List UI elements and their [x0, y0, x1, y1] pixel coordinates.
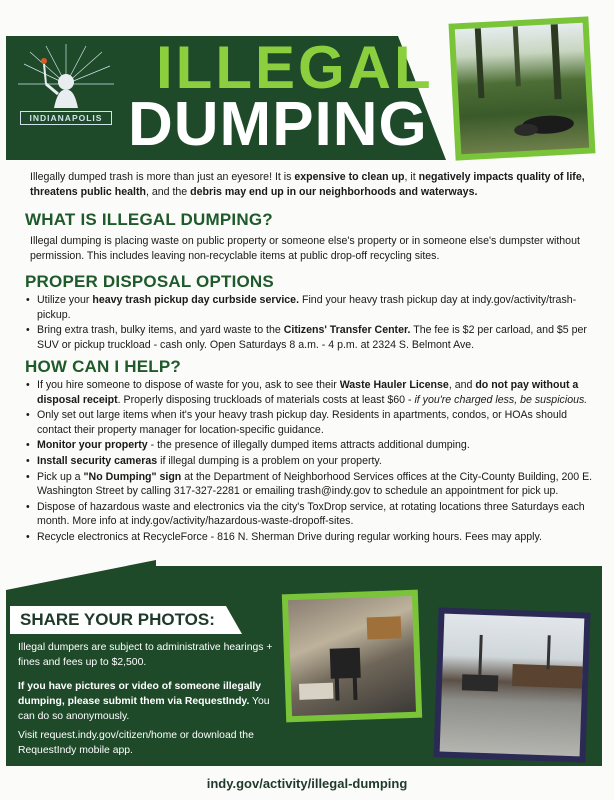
- help-item4-bold: Install security cameras: [37, 454, 158, 467]
- help-item1-text-c: , and: [448, 379, 476, 391]
- proper-item1-text-c: Find your heavy trash pickup day at indy.gov/activity/trash-pickup.: [37, 294, 577, 321]
- title-illegal: ILLEGAL: [156, 34, 434, 101]
- intro-bold-2: negatively impacts quality of life, threatens public health: [30, 171, 585, 198]
- help-item1-text-e: . Properly disposing truckloads of materials costs at least $60 -: [117, 393, 415, 406]
- help-item1-bold-d: do not pay without a disposal receipt: [37, 379, 579, 406]
- title-dumping: DUMPING: [128, 90, 428, 159]
- trees-photo-illustration: [455, 23, 589, 155]
- share-heading: SHARE YOUR PHOTOS:: [20, 610, 215, 629]
- help-item1-bold-b: Waste Hauler License: [339, 379, 449, 391]
- what-text: Illegal dumping is placing waste on public property or someone else's property or in someone else's dumpster without permission. This includes leaving non-recyclable items at public drop-off recycling sites.: [30, 235, 580, 262]
- intro-text-2: , it: [404, 171, 419, 183]
- city-label: INDIANAPOLIS: [20, 111, 112, 125]
- help-item1-italic: if you're charged less, be suspicious.: [414, 393, 588, 406]
- intro-text-3: , and the: [145, 186, 191, 198]
- share-visit-text: Visit request.indy.gov/citizen/home or download the RequestIndy mobile app.: [18, 730, 254, 756]
- help-heading: HOW CAN I HELP?: [25, 357, 181, 376]
- proper-heading: PROPER DISPOSAL OPTIONS: [25, 272, 274, 291]
- footer-url: indy.gov/activity/illegal-dumping: [206, 776, 408, 791]
- help-item5-text-a: Pick up a: [37, 470, 84, 483]
- help-item3-bold: Monitor your property: [37, 439, 148, 452]
- help-item-monitor: [26, 438, 594, 453]
- dumping-photo-lot: [433, 607, 590, 762]
- proper-item2-bold: Citizens' Transfer Center.: [283, 324, 411, 337]
- lot-photo-illustration: [440, 614, 585, 757]
- help-item-cameras: [26, 454, 594, 469]
- help-item4-text: if illegal dumping is a problem on your property.: [157, 454, 382, 467]
- proper-item2-text-a: Bring extra trash, bulky items, and yard waste to the: [37, 324, 284, 337]
- what-heading: WHAT IS ILLEGAL DUMPING?: [25, 210, 273, 229]
- help-item-toxdrop: • Dispose of hazardous waste and electronics via the city's ToxDrop service, at rotating locations three Saturdays each month. More info at indy.gov/activity/hazardous-waste-dropoff-sites.: [26, 500, 594, 529]
- intro-bold-3: debris may end up in our neighborhoods and waterways.: [190, 186, 478, 198]
- help-item-large-items: • Only set out large items when it's your heavy trash pickup day. Residents in apartments, condos, or HOAs should contact their property manager for location-specific guidance.: [26, 408, 594, 437]
- proper-item2-text-c: The fee is $2 per carload, and $5 per SUV or pickup truckload - cash only. Open Saturdays 8 a.m. - 4 p.m. at 2324 S. Belmont Ave.: [37, 324, 587, 351]
- dumping-photo-woods: [449, 16, 596, 160]
- intro-paragraph: [30, 170, 590, 200]
- help-item5-text-c: at the Department of Neighborhood Services offices at the City-County Building, 200 E. Washington Street by calling 317-327-2281 or emailing trash@indy.gov to schedule an appointment for pick up.: [37, 470, 593, 498]
- help-item-waste-hauler: [26, 378, 594, 407]
- help-item-recycleforce: • Recycle electronics at RecycleForce - 816 N. Sherman Drive during regular working hours. Fees may apply.: [26, 530, 594, 545]
- proper-item-transfer-center: [26, 323, 594, 352]
- proper-list: [26, 293, 594, 353]
- help-item-no-dumping-sign: [26, 470, 594, 499]
- share-submit-text: [18, 679, 276, 724]
- intro-bold-1: expensive to clean up: [294, 171, 405, 183]
- proper-item1-bold: heavy trash pickup day curbside service.: [92, 294, 300, 306]
- chair-photo-illustration: [288, 596, 416, 716]
- share-submit-bold: If you have pictures or video of someone illegally dumping, please submit them via RequestIndy.: [18, 681, 262, 707]
- help-item1-text-a: If you hire someone to dispose of waste for you, ask to see their: [37, 379, 340, 391]
- help-list: [26, 378, 594, 546]
- dumping-photo-chair: [282, 590, 422, 723]
- share-submit-rest: You can do so anonymously.: [18, 696, 270, 722]
- intro-text-1: Illegally dumped trash is more than just an eyesore! It is: [30, 171, 295, 183]
- help-item5-bold: "No Dumping" sign: [83, 470, 182, 483]
- proper-item1-text-a: Utilize your: [37, 294, 93, 306]
- share-fines-text: Illegal dumpers are subject to administrative hearings + fines and fees up to $2,500.: [18, 642, 273, 668]
- proper-item-curbside: [26, 293, 594, 322]
- help-item3-text: - the presence of illegally dumped items attracts additional dumping.: [147, 439, 470, 452]
